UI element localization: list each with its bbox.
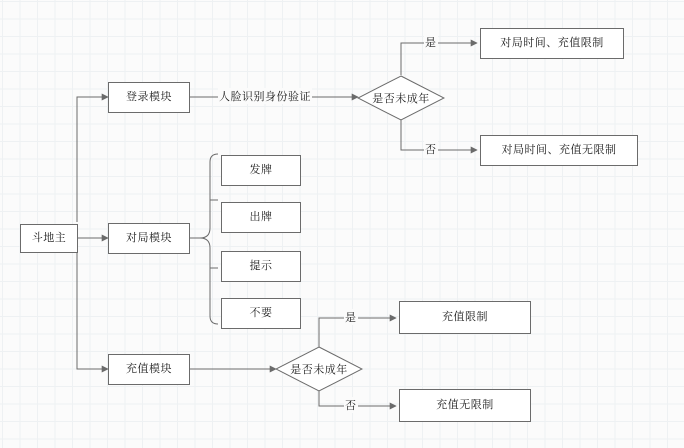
- node-action-hint-label: 提示: [249, 259, 273, 272]
- decision-minor-login-label: 是否未成年: [372, 93, 430, 105]
- node-login-module[interactable]: [108, 82, 190, 113]
- edge-label-login-no-text: 否: [425, 144, 437, 156]
- node-result-recharge-limited-label: 充值限制: [442, 310, 488, 323]
- decision-minor-login[interactable]: [357, 75, 445, 121]
- node-result-unlimited-label: 对局时间、充值无限制: [501, 143, 617, 156]
- node-result-unlimited[interactable]: [480, 135, 638, 166]
- edge-label-face-auth-text: 人脸识别身份验证: [219, 91, 311, 103]
- edge-label-recharge-yes: [344, 309, 358, 325]
- node-action-pass-label: 不要: [249, 306, 273, 319]
- node-result-recharge-unlimited[interactable]: [399, 389, 531, 422]
- node-action-deal[interactable]: [221, 155, 301, 186]
- node-action-deal-label: 发牌: [249, 163, 273, 176]
- node-result-recharge-unlimited-label: 充值无限制: [436, 398, 494, 411]
- node-root-label: 斗地主: [31, 231, 67, 244]
- node-action-playcard[interactable]: [221, 202, 301, 233]
- edge-label-recharge-no-text: 否: [345, 400, 357, 412]
- edge-label-recharge-yes-text: 是: [345, 312, 357, 324]
- node-play-module[interactable]: [108, 223, 190, 254]
- edge-label-login-no: [424, 141, 438, 157]
- node-result-limited-label: 对局时间、充值限制: [500, 36, 604, 49]
- node-action-hint[interactable]: [221, 251, 301, 282]
- edge-label-recharge-no: [344, 397, 358, 413]
- node-action-pass[interactable]: [221, 298, 301, 329]
- edge-label-face-auth: [218, 88, 312, 104]
- node-result-limited[interactable]: [480, 28, 624, 59]
- node-login-module-label: 登录模块: [126, 90, 172, 103]
- node-action-playcard-label: 出牌: [249, 210, 273, 223]
- node-root[interactable]: [20, 224, 78, 253]
- edge-label-login-yes-text: 是: [425, 37, 437, 49]
- node-result-recharge-limited[interactable]: [399, 301, 531, 334]
- edge-label-login-yes: [424, 34, 438, 50]
- decision-minor-recharge[interactable]: [275, 346, 363, 392]
- node-recharge-module[interactable]: [108, 354, 190, 385]
- node-recharge-module-label: 充值模块: [126, 362, 172, 375]
- decision-minor-recharge-label: 是否未成年: [290, 364, 348, 376]
- node-play-module-label: 对局模块: [126, 231, 172, 244]
